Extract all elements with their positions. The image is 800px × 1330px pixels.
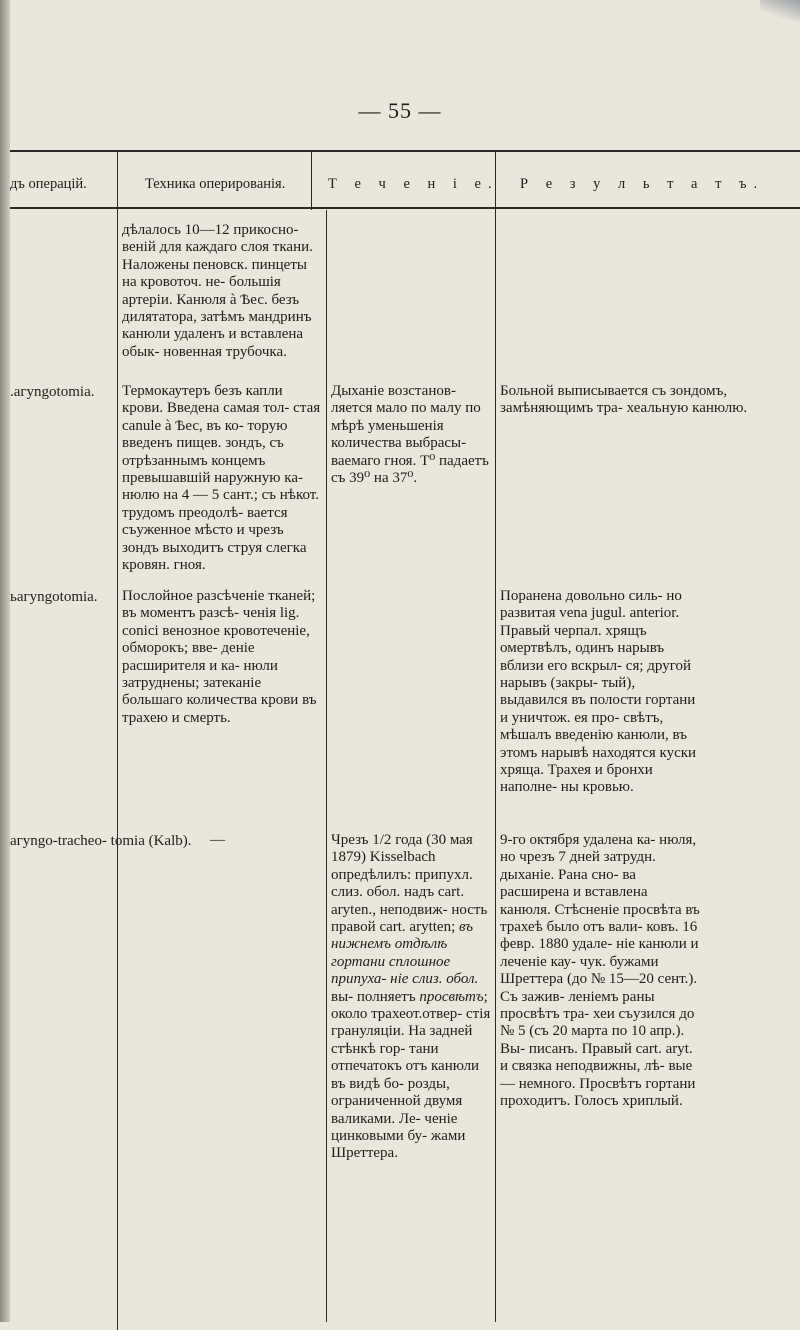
table-row-2-result: Поранена довольно силь- но развитая vena jugul. anterior. Правый черпал. хрящъ омертвѣлъ, одинъ нарывъ вблизи его вскрыл- ся; другой нарывъ (закры- тый), выдавился въ полости гортани и уничтож. ея про- свѣтъ, мѣшалъ введенію канюли, въ этомъ нарывѣ находятся куски хряща. Трахея и бронхи наполне- ны кровью. [500,588,697,796]
table-row-1-course: Дыханіе возстанов- ляется мало по малу по мѣрѣ уменьшенія количества выбрасы- ваемаго гноя. Т⁰ падаетъ съ 39⁰ на 37⁰. [331,383,489,487]
column-divider-1 [117,150,118,1330]
table-row-1-result: Больной выписывается съ зондомъ, замѣняющимъ тра- хеальную канюлю. [500,383,748,417]
course-text-c: вы- полняетъ [331,988,420,1005]
header-operation: дъ операцій. [10,176,87,192]
course-text-b: года (30 мая 1879) Kisselbach опредѣлилъ: припухл. слиз. обол. надъ cart. aryten., неподвиж- ность правой cart. arytten; [331,832,488,936]
header-result: Р е з у л ь т а т ъ. [520,176,765,192]
header-course: Т е ч е н і е. [328,176,499,192]
table-row-3-label: агуngo-tracheo- tomia (Kalb). [10,833,192,849]
column-divider-3 [495,150,496,1322]
table-row-1-label: .агуngotomia. [10,384,95,400]
header-top-rule [10,150,800,152]
table-row-3-result: 9-го октября удалена ка- нюля, но чрезъ 7 дней затрудн. дыханіе. Рана сно- ва расширена и вставлена канюля. Стѣсненіе просвѣта въ трахеѣ было отъ вали- ковъ. 16 февр. 1880 удале- ніе канюли и леченіе кау- чук. бужами Шреттера (до № 15—20 сент.). Съ зажив- леніемъ раны просвѣтъ тра- хеи съузился до № 5 (съ 20 марта по 10 апр.). Вы- писанъ. Правый cart. aryt. и связка неподвижны, лѣ- вые — немного. Просвѣтъ гортани проходитъ. Голосъ хриплый. [500,832,700,1110]
table-row-3-course [331,832,491,1163]
table-row-3-technique: — [210,832,225,848]
course-text-a: Чрезъ [331,832,373,848]
table-row-0-technique: дѣлалось 10—12 прикосно- веній для каждаго слоя ткани. Наложены пеновск. пинцеты на кровоточ. не- большія артеріи. Канюля à Ѣес. безъ дилятатора, затѣмъ мандринъ канюли удаленъ и вставлена обык- новенная трубочка. [122,222,313,360]
page-spine-shadow [0,0,10,1322]
course-emphasis-2: просвѣтъ [419,988,484,1005]
page-corner-fold [760,0,800,22]
column-divider-2 [326,210,327,1322]
table-row-1-technique: Термокаутеръ безъ капли крови. Введена самая тол- стая canule à Ѣес, въ ко- торую введенъ пищев. зондъ, съ отрѣзаннымъ концемъ превышавшій наружную ка- нюлю на 4 — 5 сант.; съ нѣкот. трудомъ преодолѣ- вается съуженное мѣсто и чрезъ зондъ выходитъ струя слегка кровян. гноя. [122,383,321,574]
table-row-2-label: ьагуngotomia. [10,589,98,605]
course-text-d: ; около трахеот.отвер- стія грануляціи. На задней стѣнкѣ гор- тани отпечатокъ отъ канюли въ видѣ бо- розды, ограниченной двумя валиками. Ле- ченіе цинковыми бу- жами Шреттера. [331,988,491,1162]
header-technique: Техника оперированія. [145,176,286,192]
course-emphasis-1: въ нижнемъ отдѣлѣ гортани сплошное припуха- ніе слиз. обол. [331,919,479,988]
table-row-2-technique: Послойное разсѣченіе тканей; въ моментъ разсѣ- ченія lig. conici венозное кровотеченіе, обморокъ; вве- деніе расширителя и ка- нюли затруднены; затеканіе большаго количества крови въ трахею и смерть. [122,588,317,726]
course-fraction: 1/2 [372,832,392,848]
column-divider-2-head [311,150,312,210]
header-bottom-rule [10,207,800,209]
page-number: — 55 — [358,98,442,123]
